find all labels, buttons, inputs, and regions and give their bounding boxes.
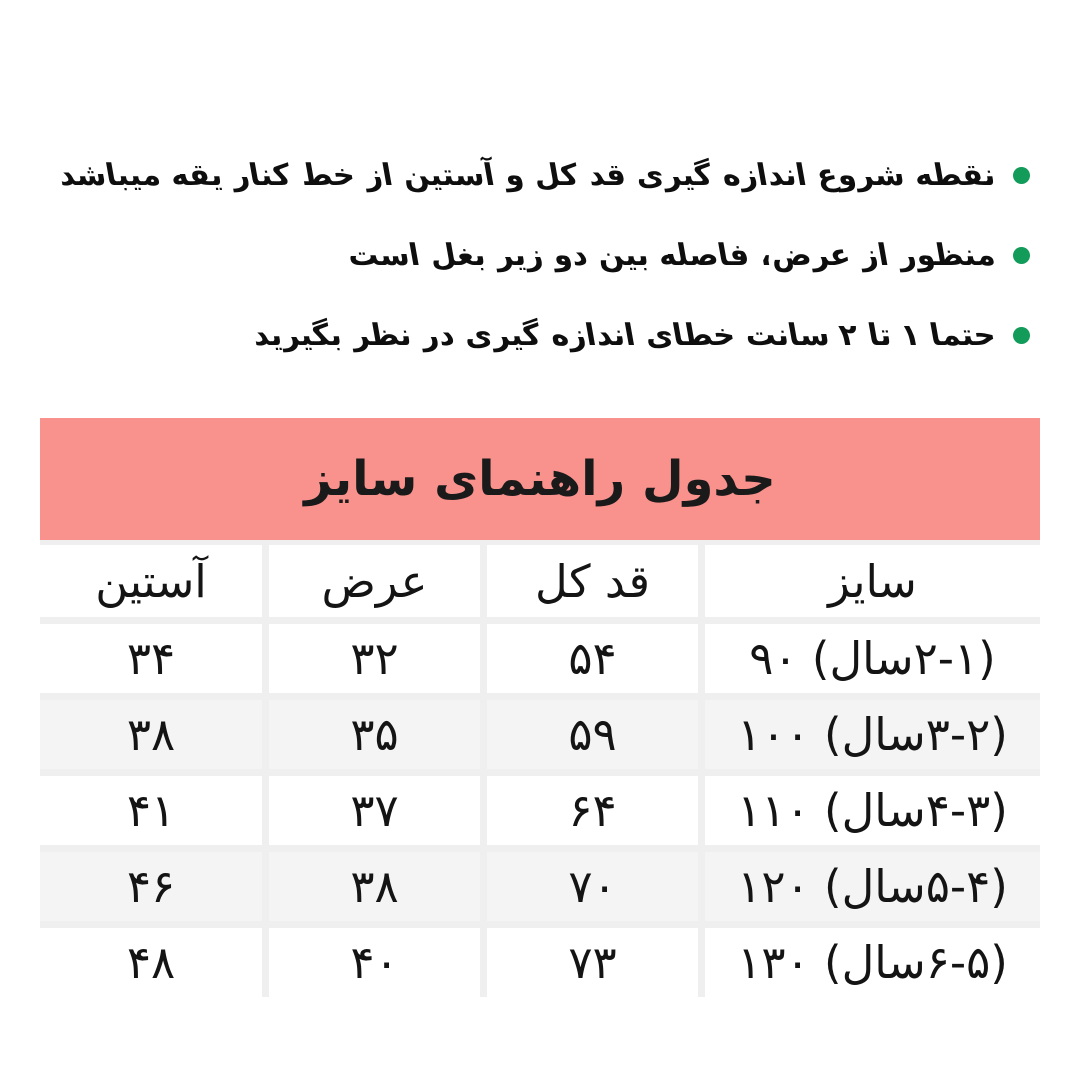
width-cell: ۳۵ [269,700,480,769]
sleeve-cell: ۴۸ [40,928,262,997]
size-table-grid [40,540,1040,997]
col-header-width: عرض [269,545,480,617]
length-cell: ۷۰ [487,852,698,921]
size-cell: (۵-۴سال) ۱۲۰ [705,852,1040,921]
size-cell: (۲-۱سال) ۹۰ [705,624,1040,693]
bullet-icon [1013,247,1030,264]
col-header-size: سایز [705,545,1040,617]
length-cell: ۵۴ [487,624,698,693]
note-text: منظور از عرض، فاصله بین دو زیر بغل است [345,237,999,273]
note-text: حتما ۱ تا ۲ سانت خطای اندازه گیری در نظر بگیرید [249,317,999,353]
size-cell: (۳-۲سال) ۱۰۰ [705,700,1040,769]
bullet-icon [1013,327,1030,344]
width-cell: ۴۰ [269,928,480,997]
size-guide-table [40,418,1040,997]
note-item [40,215,1030,295]
width-cell: ۳۲ [269,624,480,693]
sleeve-cell: ۴۶ [40,852,262,921]
bullet-icon [1013,167,1030,184]
note-item [40,135,1030,215]
width-cell: ۳۷ [269,776,480,845]
size-cell: (۴-۳سال) ۱۱۰ [705,776,1040,845]
size-cell: (۶-۵سال) ۱۳۰ [705,928,1040,997]
sleeve-cell: ۴۱ [40,776,262,845]
length-cell: ۵۹ [487,700,698,769]
note-text: نقطه شروع اندازه گیری قد کل و آستین از خط کنار یقه میباشد [56,157,999,193]
width-cell: ۳۸ [269,852,480,921]
length-cell: ۷۳ [487,928,698,997]
size-table-title: جدول راهنمای سایز [40,418,1040,540]
sleeve-cell: ۳۸ [40,700,262,769]
measurement-notes [0,0,1080,375]
sleeve-cell: ۳۴ [40,624,262,693]
col-header-sleeve: آستین [40,545,262,617]
note-item [40,295,1030,375]
col-header-length: قد کل [487,545,698,617]
length-cell: ۶۴ [487,776,698,845]
